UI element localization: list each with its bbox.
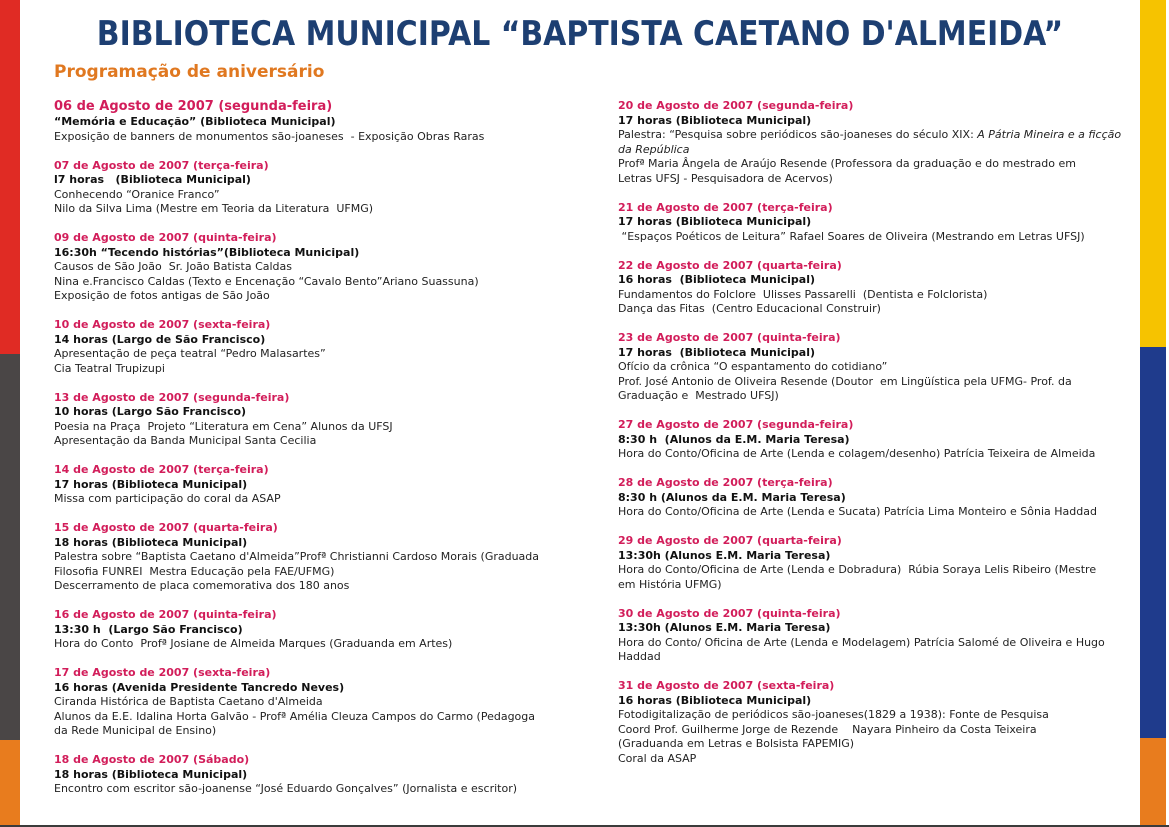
right-bar-yellow xyxy=(1140,0,1169,347)
event-date: 22 de Agosto de 2007 (quarta-feira) xyxy=(618,258,842,272)
event-date: 31 de Agosto de 2007 (sexta-feira) xyxy=(618,679,835,692)
event-date: 10 de Agosto de 2007 (sexta-feira) xyxy=(54,318,271,331)
event-block xyxy=(54,318,614,376)
event-block xyxy=(54,521,614,594)
event-date: 18 de Agosto de 2007 (Sábado) xyxy=(54,753,250,766)
event-block xyxy=(54,666,614,739)
event-description: Apresentação da Banda Municipal Santa Cecilia xyxy=(54,434,317,447)
event-date: 29 de Agosto de 2007 (quarta-feira) xyxy=(618,534,842,547)
event-description: Hora do Conto/Oficina de Arte (Lenda e Sucata) Patrícia Lima Monteiro e Sônia Haddad xyxy=(618,505,1097,518)
event-block xyxy=(618,679,1130,766)
event-time-venue: 17 horas (Biblioteca Municipal) xyxy=(618,345,815,359)
event-time-venue: 14 horas (Largo de São Francisco) xyxy=(54,332,266,346)
event-block xyxy=(54,159,614,217)
event-block xyxy=(54,753,614,797)
event-description: Alunos da E.E. Idalina Horta Galvão - Profª Amélia Cleuza Campos do Carmo (Pedagoga xyxy=(54,709,536,723)
event-time-venue: 13:30h (Alunos E.M. Maria Teresa) xyxy=(618,621,831,634)
event-time-venue: 16 horas (Biblioteca Municipal) xyxy=(618,273,815,286)
event-date: 27 de Agosto de 2007 (segunda-feira) xyxy=(618,418,854,431)
event-description: Hora do Conto/Oficina de Arte (Lenda e colagem/desenho) Patrícia Teixeira de Almeida xyxy=(618,447,1096,460)
left-column xyxy=(54,98,614,811)
event-description: Dança das Fitas (Centro Educacional Construir) xyxy=(618,302,881,315)
event-date: 09 de Agosto de 2007 (quinta-feira) xyxy=(54,231,277,244)
event-time-venue: 10 horas (Largo São Francisco) xyxy=(54,405,247,418)
event-date: 06 de Agosto de 2007 (segunda-feira) xyxy=(54,99,333,114)
event-date: 28 de Agosto de 2007 (terça-feira) xyxy=(618,476,833,489)
event-date: 20 de Agosto de 2007 (segunda-feira) xyxy=(618,99,854,112)
event-block xyxy=(54,391,614,449)
event-description: Coral da ASAP xyxy=(618,751,697,765)
event-date: 07 de Agosto de 2007 (terça-feira) xyxy=(54,158,269,172)
event-block xyxy=(618,534,1130,592)
event-description: Hora do Conto/ Oficina de Arte (Lenda e Modelagem) Patrícia Salomé de Oliveira e Hugo xyxy=(618,635,1105,649)
event-description: Filosofia FUNREI Mestra Educação pela FAE/UFMG) xyxy=(54,564,335,578)
event-description: Prof. José Antonio de Oliveira Resende (Doutor em Lingüística pela UFMG- Prof. da xyxy=(618,374,1072,388)
event-description: Poesia na Praça Projeto “Literatura em Cena” Alunos da UFSJ xyxy=(54,419,393,433)
event-description: Nina e.Francisco Caldas (Texto e Encenação “Cavalo Bento”Ariano Suassuna) xyxy=(54,274,479,288)
event-time-venue: 13:30h (Alunos E.M. Maria Teresa) xyxy=(618,548,831,562)
event-description: (Graduanda em Letras e Bolsista FAPEMIG) xyxy=(618,737,855,750)
event-description: Descerramento de placa comemorativa dos 180 anos xyxy=(54,579,350,592)
event-time-venue: 16 horas (Avenida Presidente Tancredo Neves) xyxy=(54,680,345,694)
right-column xyxy=(618,99,1130,781)
event-time-venue: 18 horas (Biblioteca Municipal) xyxy=(54,767,248,781)
event-description: Fundamentos do Folclore Ulisses Passarelli (Dentista e Folclorista) xyxy=(618,287,988,301)
page-subtitle: Programação de aniversário xyxy=(54,62,325,82)
event-time-venue: 17 horas (Biblioteca Municipal) xyxy=(618,113,812,127)
event-time-venue: 16 horas (Biblioteca Municipal) xyxy=(618,693,812,707)
event-block xyxy=(54,608,614,652)
event-description: Nilo da Silva Lima (Mestre em Teoria da Literatura UFMG) xyxy=(54,202,374,215)
event-description: Fotodigitalização de periódicos são-joaneses(1829 a 1938): Fonte de Pesquisa xyxy=(618,708,1049,721)
event-description: Causos de São João Sr. João Batista Caldas xyxy=(54,260,293,273)
event-description: Ofício da crônica “O espantamento do cotidiano” xyxy=(618,360,888,373)
left-bar-gray xyxy=(0,354,20,740)
event-block xyxy=(618,331,1130,404)
event-description: Conhecendo “Oranice Franco” xyxy=(54,187,220,201)
event-description: Encontro com escritor são-joanense “José Eduardo Gonçalves” (Jornalista e escritor) xyxy=(54,782,518,795)
left-bar-orange xyxy=(0,740,20,827)
event-block xyxy=(618,476,1130,520)
event-description: Hora do Conto Profª Josiane de Almeida Marques (Graduanda em Artes) xyxy=(54,637,453,650)
event-time-venue: 13:30 h (Largo São Francisco) xyxy=(54,622,243,636)
event-block xyxy=(54,98,614,144)
event-block xyxy=(618,201,1130,245)
event-date: 16 de Agosto de 2007 (quinta-feira) xyxy=(54,608,277,621)
event-block xyxy=(54,463,614,507)
event-date: 21 de Agosto de 2007 (terça-feira) xyxy=(618,200,833,214)
event-description: Hora do Conto/Oficina de Arte (Lenda e Dobradura) Rúbia Soraya Lelis Ribeiro (Mestre xyxy=(618,563,1097,576)
event-description: Letras UFSJ - Pesquisadora de Acervos) xyxy=(618,171,833,185)
event-description: Graduação e Mestrado UFSJ) xyxy=(618,389,779,402)
event-block xyxy=(54,231,614,304)
event-description: Apresentação de peça teatral “Pedro Malasartes” xyxy=(54,347,326,360)
event-block xyxy=(618,418,1130,462)
event-date: 14 de Agosto de 2007 (terça-feira) xyxy=(54,463,269,476)
event-description: Missa com participação do coral da ASAP xyxy=(54,492,281,505)
event-description: Exposição de banners de monumentos são-joaneses - Exposição Obras Raras xyxy=(54,129,485,143)
event-date: 13 de Agosto de 2007 (segunda-feira) xyxy=(54,390,290,404)
event-description: Exposição de fotos antigas de São João xyxy=(54,289,270,302)
event-description: Cia Teatral Trupizupi xyxy=(54,361,165,375)
event-date: 30 de Agosto de 2007 (quinta-feira) xyxy=(618,606,841,620)
event-date: 23 de Agosto de 2007 (quinta-feira) xyxy=(618,331,841,344)
event-block xyxy=(618,259,1130,317)
event-block xyxy=(618,607,1130,665)
left-bar-red xyxy=(0,0,20,354)
description-italic-title: A Pátria Mineira e a ficção da República xyxy=(618,128,1125,156)
event-date: 15 de Agosto de 2007 (quarta-feira) xyxy=(54,521,278,534)
right-bar-blue xyxy=(1140,347,1169,738)
description-text: Palestra: “Pesquisa sobre periódicos são-joaneses do século XIX: xyxy=(618,128,978,141)
event-description: Coord Prof. Guilherme Jorge de Rezende Nayara Pinheiro da Costa Teixeira xyxy=(618,722,1037,736)
event-description: Profª Maria Ângela de Araújo Resende (Professora da graduação e do mestrado em xyxy=(618,157,1076,170)
page-title: BIBLIOTECA MUNICIPAL “BAPTISTA CAETANO D'ALMEIDA” xyxy=(96,14,1064,54)
event-time-venue: l7 horas (Biblioteca Municipal) xyxy=(54,173,251,186)
event-time-venue: 17 horas (Biblioteca Municipal) xyxy=(618,215,812,228)
right-bar-orange xyxy=(1140,738,1169,827)
event-description: “Espaços Poéticos de Leitura” Rafael Soares de Oliveira (Mestrando em Letras UFSJ) xyxy=(618,229,1085,243)
event-description xyxy=(618,128,1130,157)
event-time-venue: 18 horas (Biblioteca Municipal) xyxy=(54,535,248,549)
event-time-venue: 17 horas (Biblioteca Municipal) xyxy=(54,477,248,491)
event-time-venue: 16:30h “Tecendo histórias”(Biblioteca Municipal) xyxy=(54,245,360,259)
event-time-venue: “Memória e Educação” (Biblioteca Municipal) xyxy=(54,115,336,128)
event-block xyxy=(618,99,1130,186)
event-description: Palestra sobre “Baptista Caetano d'Almeida”Profª Christianni Cardoso Morais (Graduada xyxy=(54,550,540,563)
event-description: da Rede Municipal de Ensino) xyxy=(54,724,217,737)
event-description: em História UFMG) xyxy=(618,577,722,591)
event-time-venue: 8:30 h (Alunos da E.M. Maria Teresa) xyxy=(618,432,850,446)
event-time-venue: 8:30 h (Alunos da E.M. Maria Teresa) xyxy=(618,490,846,504)
event-description: Ciranda Histórica de Baptista Caetano d'Almeida xyxy=(54,695,323,708)
event-date: 17 de Agosto de 2007 (sexta-feira) xyxy=(54,666,271,679)
event-description: Haddad xyxy=(618,650,661,663)
